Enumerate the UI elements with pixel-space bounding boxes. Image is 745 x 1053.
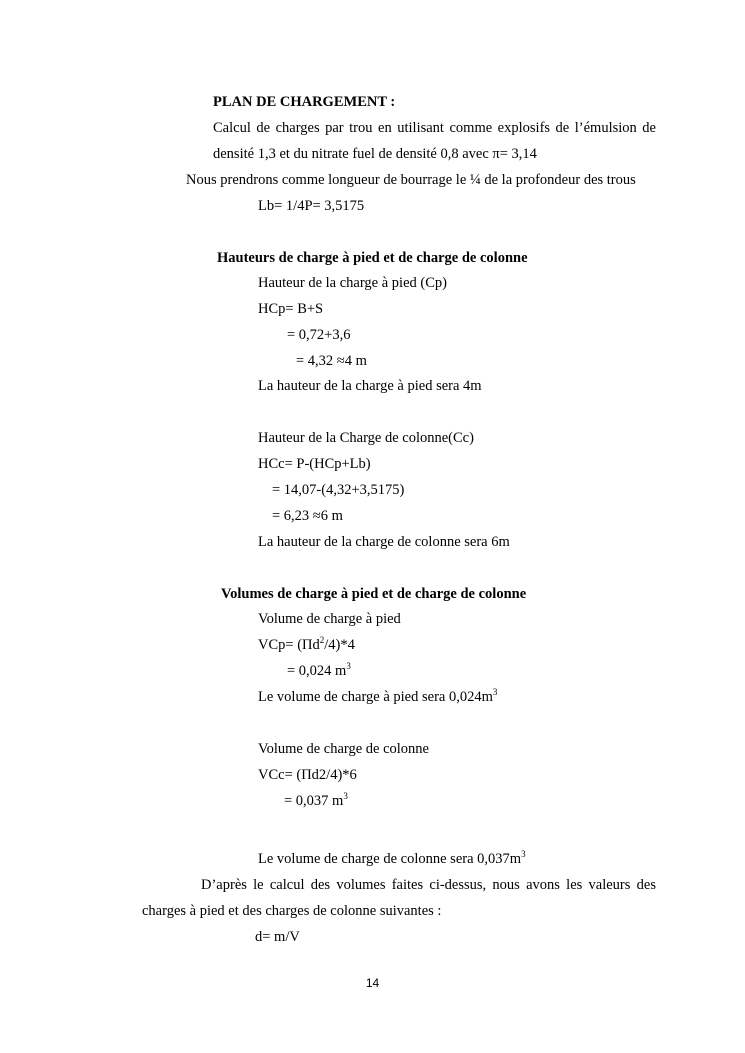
vcp-result — [287, 662, 351, 680]
vcp-label: Volume de charge à pied — [258, 611, 401, 627]
section-heading: PLAN DE CHARGEMENT : — [213, 94, 396, 110]
vcp-conclusion-exponent: 3 — [492, 687, 498, 697]
hcc-step-1: = 14,07-(4,32+3,5175) — [272, 482, 405, 498]
vcc-formula: VCc= (Πd2/4)*6 — [258, 767, 357, 783]
page-number: 14 — [365, 976, 380, 990]
volumes-title: Volumes de charge à pied et de charge de colonne — [221, 586, 527, 602]
hcc-step-2: = 6,23 ≈6 m — [272, 508, 343, 524]
summary-line-2: charges à pied et des charges de colonne suivantes : — [142, 903, 442, 919]
hcp-formula: HCp= B+S — [258, 301, 324, 317]
vcp-result-value: = 0,024 m — [287, 663, 347, 679]
vcp-formula-part-a: VCp= (Πd — [258, 637, 320, 653]
cp-label: Hauteur de la charge à pied (Cp) — [258, 275, 447, 291]
bourrage-line: Nous prendrons comme longueur de bourrage le ¼ de la profondeur des trous — [186, 172, 636, 188]
heights-title: Hauteurs de charge à pied et de charge de colonne — [217, 250, 528, 266]
vcp-conclusion-text: Le volume de charge à pied sera 0,024m — [258, 689, 493, 705]
vcp-formula-part-b: /4)*4 — [324, 637, 355, 653]
cc-label: Hauteur de la Charge de colonne(Cc) — [258, 430, 474, 446]
vcc-conclusion — [258, 850, 526, 868]
vcp-result-exponent: 3 — [346, 661, 351, 671]
density-formula: d= m/V — [255, 929, 300, 945]
vcp-formula-exponent: 2 — [319, 635, 325, 645]
vcc-result — [284, 792, 348, 810]
hcp-step-1: = 0,72+3,6 — [287, 327, 351, 343]
summary-line-1: D’après le calcul des volumes faites ci-dessus, nous avons les valeurs des — [201, 877, 656, 893]
vcp-conclusion — [258, 688, 497, 706]
hcp-step-2: = 4,32 ≈4 m — [296, 353, 367, 369]
hcp-conclusion: La hauteur de la charge à pied sera 4m — [258, 378, 482, 394]
vcc-result-value: = 0,037 m — [284, 793, 344, 809]
hcc-conclusion: La hauteur de la charge de colonne sera 6m — [258, 534, 510, 550]
vcc-conclusion-exponent: 3 — [521, 849, 526, 859]
vcc-label: Volume de charge de colonne — [258, 741, 429, 757]
vcc-conclusion-text: Le volume de charge de colonne sera 0,037m — [258, 851, 522, 867]
vcc-result-exponent: 3 — [343, 791, 348, 801]
hcc-formula: HCc= P-(HCp+Lb) — [258, 456, 371, 472]
vcp-formula — [258, 636, 355, 654]
lb-formula: Lb= 1/4P= 3,5175 — [258, 198, 365, 214]
intro-line-2: densité 1,3 et du nitrate fuel de densité 0,8 avec π= 3,14 — [213, 146, 537, 162]
intro-line-1: Calcul de charges par trou en utilisant comme explosifs de l’émulsion de — [213, 120, 656, 136]
